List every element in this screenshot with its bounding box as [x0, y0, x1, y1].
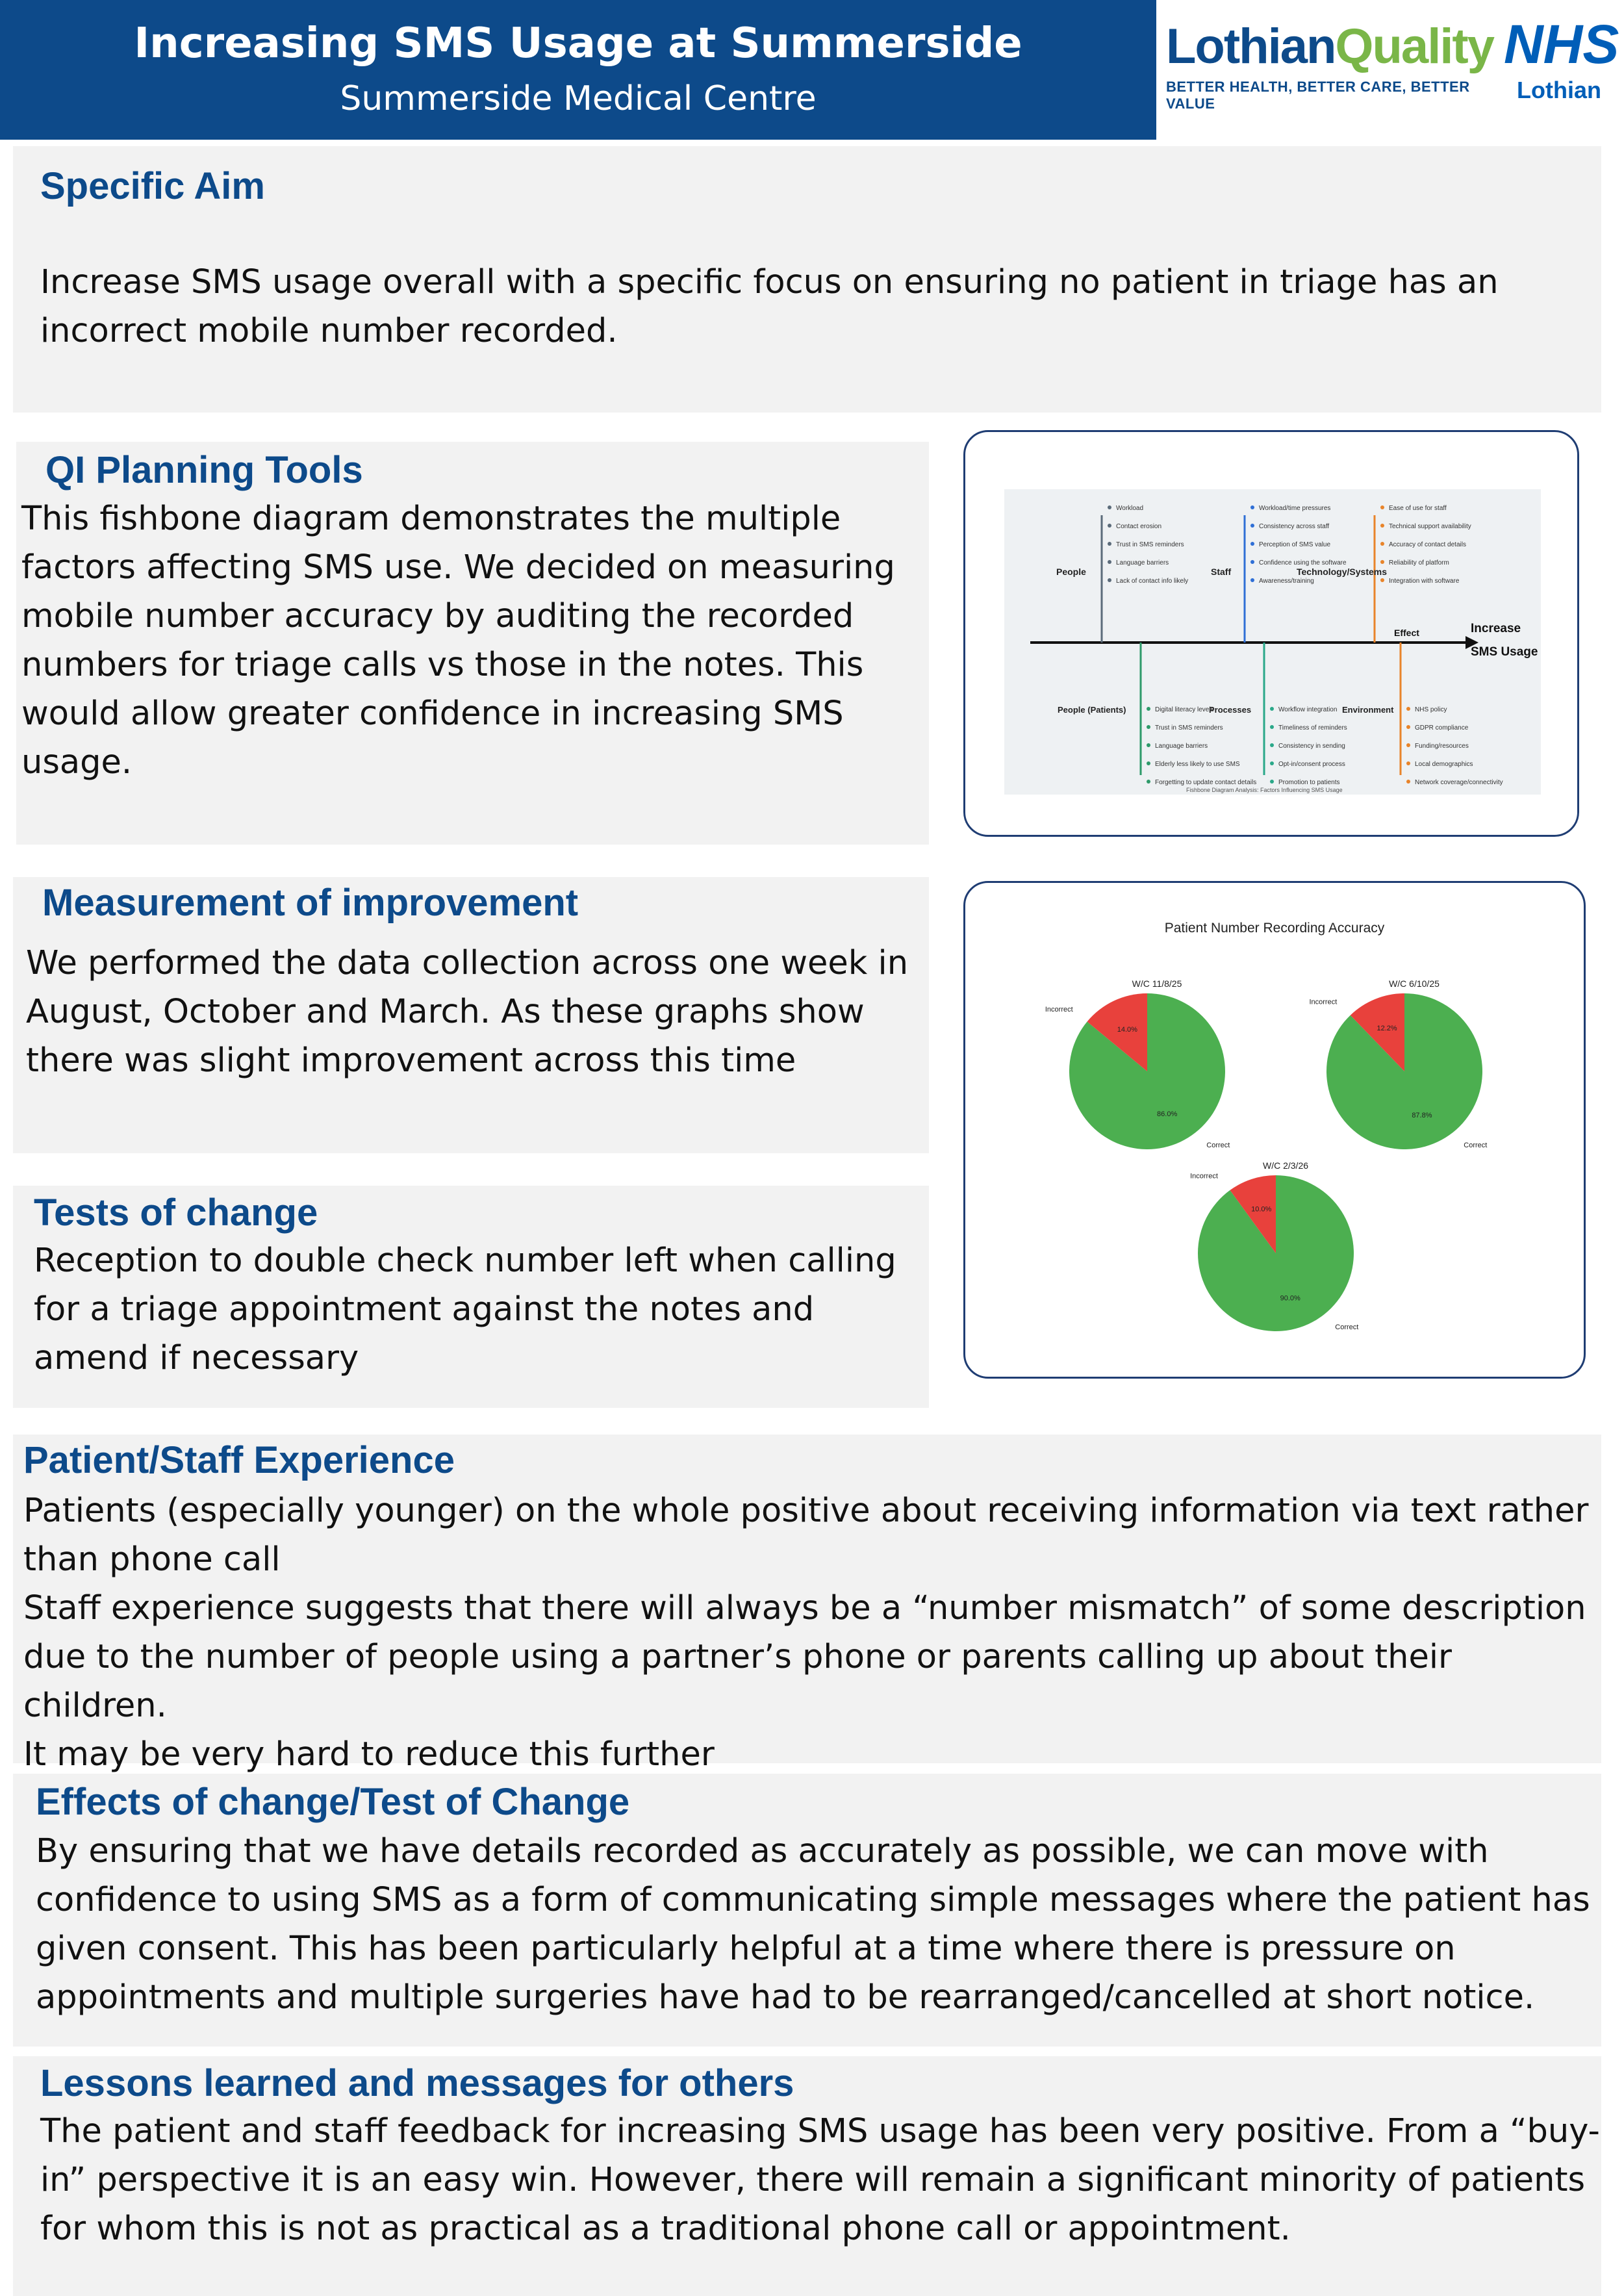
effects-heading: Effects of change/Test of Change	[36, 1781, 630, 1823]
fishbone-item: Language barriers	[1116, 559, 1169, 567]
fishbone-item: Confidence using the software	[1259, 559, 1347, 567]
fishbone-item: Elderly less likely to use SMS	[1155, 761, 1240, 768]
text-line: incorrect mobile number recorded.	[40, 312, 618, 350]
qi-planning-text	[21, 494, 895, 787]
fishbone-item: GDPR compliance	[1415, 724, 1469, 732]
effects-panel	[13, 1774, 1601, 2047]
text-line: would allow greater confidence in increasing SMS	[21, 695, 844, 733]
fishbone-item: Contact erosion	[1116, 523, 1162, 530]
category-environment: Environment	[1342, 705, 1394, 715]
qi-planning-heading: QI Planning Tools	[45, 449, 363, 491]
pie-label-incorrect: Incorrect	[1045, 1006, 1073, 1014]
lessons-text	[40, 2107, 1600, 2253]
fishbone-item: Funding/resources	[1415, 743, 1469, 750]
fishbone-item: Network coverage/connectivity	[1415, 779, 1503, 786]
tests-heading: Tests of change	[34, 1192, 318, 1234]
tests-text	[34, 1236, 896, 1383]
logo-word-lothian: Lothian	[1166, 19, 1336, 74]
experience-text	[23, 1486, 1601, 1779]
fishbone-frame	[963, 430, 1579, 837]
text-line: usage.	[21, 743, 133, 782]
text-line: there was slight improvement across this time	[26, 1041, 796, 1080]
pie-label-correct: Correct	[1464, 1141, 1488, 1149]
text-line: in” perspective it is an easy win. However, there will remain a significant minority of patients	[40, 2161, 1586, 2199]
text-line: appointments and multiple surgeries have had to be rearranged/cancelled at short notice.	[36, 1978, 1535, 2017]
fishbone-item: Perception of SMS value	[1259, 541, 1331, 548]
poster-subtitle: Summerside Medical Centre	[340, 79, 817, 118]
lessons-panel	[13, 2056, 1601, 2296]
fishbone-effect-label: Effect	[1394, 628, 1419, 638]
fishbone-item: NHS policy	[1415, 706, 1447, 713]
text-line: Staff experience suggests that there will always be a “number mismatch” of some description	[23, 1589, 1586, 1627]
tests-panel	[13, 1186, 929, 1408]
text-line: given consent. This has been particularly helpful at a time where there is pressure on	[36, 1930, 1456, 1968]
fishbone-item: Integration with software	[1389, 578, 1460, 585]
text-line: Patients (especially younger) on the whole positive about receiving information via text rather	[23, 1492, 1589, 1530]
text-line: confidence to using SMS as a form of communicating simple messages where the patient has	[36, 1881, 1590, 1919]
text-line: mobile number accuracy by auditing the recorded	[21, 597, 854, 635]
fishbone-item: Consistency in sending	[1278, 743, 1345, 750]
fishbone-item: Digital literacy levels	[1155, 706, 1214, 713]
fishbone-item: Consistency across staff	[1259, 523, 1330, 530]
poster-header	[0, 0, 1156, 140]
fishbone-item: Workflow integration	[1278, 706, 1338, 713]
fishbone-item: Language barriers	[1155, 743, 1208, 750]
fishbone-item: Reliability of platform	[1389, 559, 1449, 567]
pie-label-correct: Correct	[1335, 1323, 1359, 1331]
specific-aim-text	[40, 258, 1499, 355]
effects-text	[36, 1827, 1590, 2022]
fishbone-item: Trust in SMS reminders	[1155, 724, 1223, 732]
pie-value-incorrect: 14.0%	[1117, 1025, 1137, 1034]
fishbone-item: Ease of use for staff	[1389, 505, 1447, 512]
text-line: We performed the data collection across one week in	[26, 944, 909, 982]
measurement-panel	[13, 877, 929, 1153]
text-line: Increase SMS usage overall with a specific focus on ensuring no patient in triage has an	[40, 263, 1499, 301]
fishbone-item: Promotion to patients	[1278, 779, 1340, 786]
fishbone-item: Technical support availability	[1389, 523, 1471, 530]
fishbone-diagram	[1004, 489, 1541, 795]
pie-value-correct: 87.8%	[1412, 1111, 1432, 1119]
lothian-quality-logo	[1166, 18, 1494, 122]
pie-label-incorrect: Incorrect	[1309, 998, 1338, 1006]
text-line: amend if necessary	[34, 1339, 359, 1377]
fishbone-item: Opt-in/consent process	[1278, 761, 1345, 768]
category-technology: Technology/Systems	[1297, 567, 1388, 577]
lessons-heading: Lessons learned and messages for others	[40, 2062, 794, 2104]
text-line: It may be very hard to reduce this further	[23, 1735, 715, 1774]
text-line: due to the number of people using a partner’s phone or parents calling up about their children.	[23, 1638, 1452, 1725]
text-line: factors affecting SMS use. We decided on measuring	[21, 548, 895, 587]
pie-charts	[965, 883, 1584, 1377]
measurement-heading: Measurement of improvement	[42, 882, 579, 924]
pie-label-correct: Correct	[1206, 1141, 1230, 1149]
category-processes: Processes	[1209, 705, 1252, 715]
pie-chart-frame	[963, 881, 1586, 1379]
category-staff: Staff	[1211, 567, 1232, 577]
text-line: numbers for triage calls vs those in the notes. This	[21, 646, 864, 684]
pie-title: W/C 6/10/25	[1389, 978, 1440, 989]
category-people: People	[1056, 567, 1086, 577]
nhs-logo-text: NHS	[1504, 14, 1619, 75]
specific-aim-heading: Specific Aim	[40, 165, 265, 207]
fishbone-item: Local demographics	[1415, 761, 1473, 768]
text-line: than phone call	[23, 1540, 281, 1579]
fishbone-head-line-2: SMS Usage	[1471, 645, 1538, 659]
poster-title: Increasing SMS Usage at Summerside	[134, 19, 1022, 68]
pie-value-incorrect: 12.2%	[1377, 1025, 1397, 1033]
pie-label-incorrect: Incorrect	[1190, 1172, 1218, 1180]
fishbone-item: Trust in SMS reminders	[1116, 541, 1184, 548]
pie-title: W/C 11/8/25	[1132, 978, 1182, 989]
fishbone-item: Workload	[1116, 505, 1144, 512]
logo-word-quality: Quality	[1335, 19, 1494, 74]
text-line: August, October and March. As these graphs show	[26, 993, 865, 1031]
pie-value-correct: 90.0%	[1280, 1294, 1300, 1303]
qi-planning-panel	[16, 442, 929, 845]
text-line: Reception to double check number left when calling	[34, 1242, 896, 1280]
fishbone-item: Lack of contact info likely	[1116, 578, 1189, 585]
measurement-text	[26, 939, 908, 1085]
fishbone-head-line-1: Increase	[1471, 622, 1521, 635]
nhs-region-text: Lothian	[1517, 77, 1601, 103]
text-line: This fishbone diagram demonstrates the multiple	[21, 500, 841, 538]
category-patients: People (Patients)	[1058, 705, 1126, 715]
fishbone-item: Awareness/training	[1259, 578, 1314, 585]
text-line: for whom this is not as practical as a traditional phone call or appointment.	[40, 2210, 1291, 2248]
pie-chart-title: Patient Number Recording Accuracy	[1164, 921, 1385, 936]
fishbone-caption: Fishbone Diagram Analysis: Factors Influencing SMS Usage	[1186, 787, 1343, 793]
fishbone-item: Forgetting to update contact details	[1155, 779, 1257, 786]
nhs-lothian-logo	[1504, 12, 1619, 122]
specific-aim-panel	[13, 146, 1601, 413]
text-line: By ensuring that we have details recorded as accurately as possible, we can move with	[36, 1832, 1489, 1870]
text-line: The patient and staff feedback for increasing SMS usage has been very positive. From a “buy-	[40, 2112, 1600, 2150]
pie-title: W/C 2/3/26	[1262, 1160, 1309, 1171]
pie-value-incorrect: 10.0%	[1251, 1205, 1272, 1214]
fishbone-item: Accuracy of contact details	[1389, 541, 1466, 548]
experience-heading: Patient/Staff Experience	[23, 1439, 455, 1481]
experience-panel	[13, 1435, 1601, 1774]
pie-value-correct: 86.0%	[1157, 1110, 1178, 1119]
fishbone-item: Timeliness of reminders	[1278, 724, 1347, 732]
logo-tagline: BETTER HEALTH, BETTER CARE, BETTER VALUE	[1166, 79, 1470, 112]
text-line: for a triage appointment against the notes and	[34, 1290, 815, 1329]
fishbone-item: Workload/time pressures	[1259, 505, 1331, 512]
